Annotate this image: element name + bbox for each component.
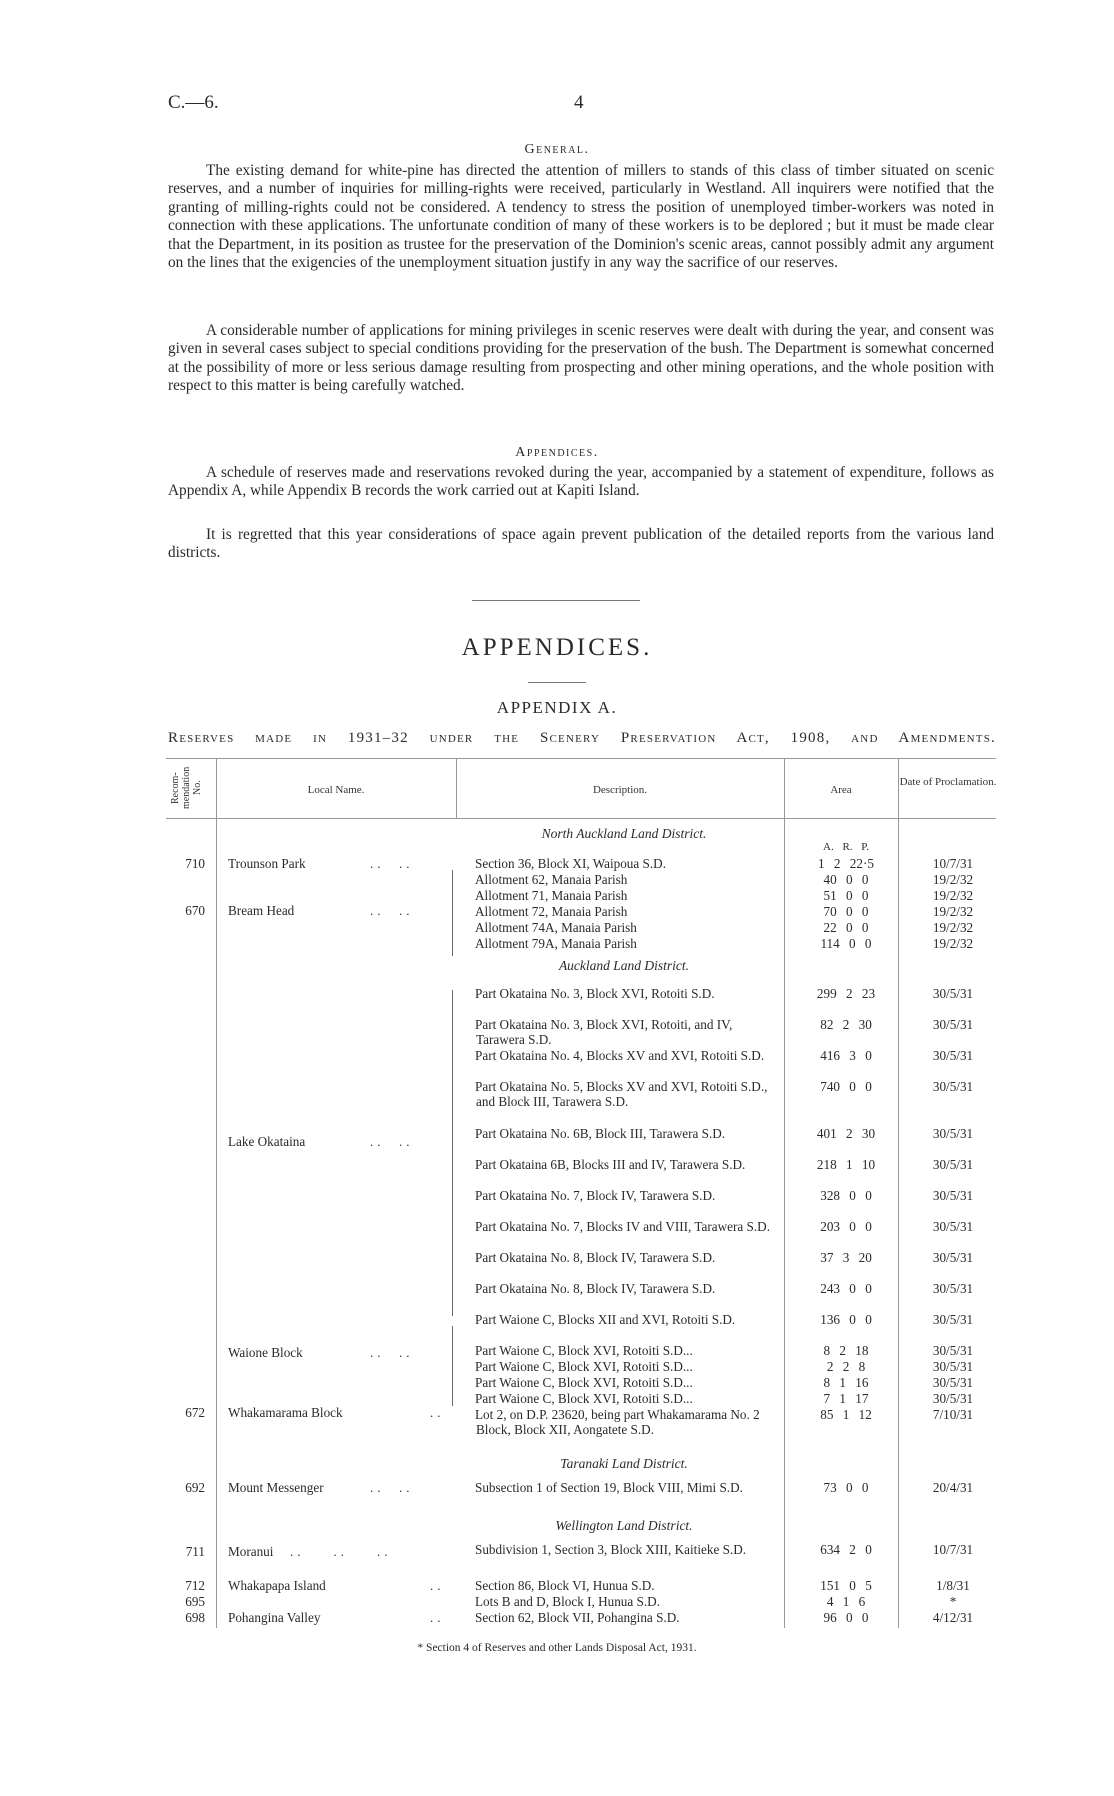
area-cell: 1 2 22·5 bbox=[818, 856, 874, 871]
description-cell: Part Okataina No. 7, Blocks IV and VIII, Tarawera S.D. bbox=[475, 1219, 770, 1234]
area-cell: 37 3 20 bbox=[820, 1250, 872, 1265]
leader-dots: .. .. bbox=[370, 1134, 414, 1149]
area-cell: 243 0 0 bbox=[820, 1281, 872, 1296]
area-cell: 8 1 16 bbox=[823, 1375, 869, 1390]
date-cell: 19/2/32 bbox=[932, 920, 974, 935]
document-reference: C.—6. bbox=[168, 92, 219, 113]
date-cell: 30/5/31 bbox=[932, 1312, 974, 1327]
description-cell: Allotment 71, Manaia Parish bbox=[475, 888, 628, 903]
date-cell: 30/5/31 bbox=[932, 1017, 974, 1032]
description-cell: Part Okataina 6B, Blocks III and IV, Tarawera S.D. bbox=[475, 1157, 746, 1172]
area-cell: 7 1 17 bbox=[823, 1391, 869, 1406]
date-cell: 30/5/31 bbox=[932, 1375, 974, 1390]
date-cell: 19/2/32 bbox=[932, 904, 974, 919]
rec-number: 711 bbox=[185, 1544, 205, 1559]
date-cell: 10/7/31 bbox=[932, 856, 974, 871]
description-cell: Part Okataina No. 3, Block XVI, Rotoiti S.D. bbox=[475, 986, 715, 1001]
leader-dots: .. .. bbox=[370, 903, 414, 918]
local-name: Whakapapa Island bbox=[228, 1578, 326, 1593]
date-cell: 4/12/31 bbox=[932, 1610, 974, 1625]
leader-dots: .. .. bbox=[370, 1480, 414, 1495]
appendix-a-title: APPENDIX A. bbox=[496, 698, 618, 717]
header-local-name: Local Name. bbox=[307, 784, 365, 796]
column-divider bbox=[784, 758, 785, 1628]
table-footnote: * Section 4 of Reserves and other Lands Disposal Act, 1931. bbox=[417, 1642, 697, 1654]
table-title: Reserves made in 1931–32 under the Scenery Preservation Act, 1908, and Amendments. bbox=[168, 730, 996, 746]
header-recommendation: Recom-mendation No. bbox=[170, 766, 203, 810]
local-name: Pohangina Valley bbox=[228, 1610, 321, 1625]
column-divider bbox=[898, 758, 899, 1628]
table-header-rule bbox=[166, 818, 996, 819]
description-cell: Subsection 1 of Section 19, Block VIII, Mimi S.D. bbox=[475, 1480, 743, 1495]
rec-number: 712 bbox=[185, 1578, 205, 1593]
header-area: Area bbox=[830, 784, 852, 796]
appendices-paragraph-2: It is regretted that this year considerations of space again prevent publication of the detailed reports from the various land districts. bbox=[168, 526, 994, 562]
description-cell: Part Waione C, Blocks XII and XVI, Rotoiti S.D. bbox=[475, 1312, 736, 1327]
description-cell: Allotment 72, Manaia Parish bbox=[475, 904, 628, 919]
page-number: 4 bbox=[574, 92, 584, 113]
group-brace bbox=[452, 990, 459, 1316]
local-name: Waione Block bbox=[228, 1345, 303, 1360]
header-date: Date of Proclamation. bbox=[899, 776, 997, 788]
local-name: Lake Okataina bbox=[228, 1134, 306, 1149]
local-name: Bream Head bbox=[228, 903, 295, 918]
rec-number: 710 bbox=[185, 856, 205, 871]
area-cell: 299 2 23 bbox=[816, 986, 876, 1001]
area-cell: 82 2 30 bbox=[820, 1017, 872, 1032]
leader-dots: .. .. bbox=[370, 1345, 414, 1360]
area-cell: 151 0 5 bbox=[820, 1578, 872, 1593]
description-cell: Part Okataina No. 8, Block IV, Tarawera S.D. bbox=[475, 1250, 716, 1265]
area-cell: 416 3 0 bbox=[820, 1048, 872, 1063]
date-cell: 19/2/32 bbox=[932, 936, 974, 951]
description-cell: Part Waione C, Block XVI, Rotoiti S.D... bbox=[475, 1391, 693, 1406]
general-paragraph-2: A considerable number of applications for mining privileges in scenic reserves were dealt with during the year, and consent was given in several cases subject to special conditions providing for the preservation of the bush. The Department is somewhat concerned at the possibility of more or less serious damage resulting from prospecting and other mining operations, and the whole position with respect to this matter is being carefully watched. bbox=[168, 322, 994, 395]
leader-dots: .. bbox=[430, 1610, 445, 1625]
description-cell: Part Okataina No. 7, Block IV, Tarawera S.D. bbox=[475, 1188, 716, 1203]
appendices-heading: Appendices. bbox=[515, 445, 599, 460]
leader-dots: .. bbox=[430, 1578, 445, 1593]
date-cell: 20/4/31 bbox=[932, 1480, 974, 1495]
date-cell: 30/5/31 bbox=[932, 1250, 974, 1265]
general-heading: General. bbox=[524, 142, 590, 157]
area-cell: 740 0 0 bbox=[820, 1079, 872, 1094]
description-cell: Section 36, Block XI, Waipoua S.D. bbox=[475, 856, 666, 871]
area-cell: 203 0 0 bbox=[820, 1219, 872, 1234]
area-cell: 96 0 0 bbox=[823, 1610, 869, 1625]
date-cell: 30/5/31 bbox=[932, 1359, 974, 1374]
area-cell: 51 0 0 bbox=[823, 888, 869, 903]
date-cell: 30/5/31 bbox=[932, 1281, 974, 1296]
district-caption: Taranaki Land District. bbox=[560, 1456, 688, 1471]
date-cell: 30/5/31 bbox=[932, 1079, 974, 1094]
description-cell: Section 62, Block VII, Pohangina S.D. bbox=[475, 1610, 680, 1625]
description-cell: Part Okataina No. 5, Blocks XV and XVI, Rotoiti S.D., and Block III, Tarawera S.D. bbox=[475, 1079, 768, 1110]
area-cell: 70 0 0 bbox=[823, 904, 869, 919]
leader-dots: .. .. .. bbox=[290, 1544, 392, 1559]
rec-number: 672 bbox=[185, 1405, 205, 1420]
rec-number: 692 bbox=[185, 1480, 205, 1495]
area-cell: 40 0 0 bbox=[823, 872, 869, 887]
area-cell: 328 0 0 bbox=[820, 1188, 872, 1203]
description-cell: Allotment 62, Manaia Parish bbox=[475, 872, 628, 887]
description-cell: Part Waione C, Block XVI, Rotoiti S.D... bbox=[475, 1343, 693, 1358]
area-cell: 218 1 10 bbox=[816, 1157, 876, 1172]
description-cell: Lots B and D, Block I, Hunua S.D. bbox=[475, 1594, 660, 1609]
date-cell: 19/2/32 bbox=[932, 888, 974, 903]
description-cell: Subdivision 1, Section 3, Block XIII, Kaitieke S.D. bbox=[475, 1542, 747, 1557]
area-cell: 634 2 0 bbox=[820, 1542, 872, 1557]
area-cell: 114 0 0 bbox=[820, 936, 872, 951]
general-paragraph-1: The existing demand for white-pine has directed the attention of millers to stands of this class of timber situated on scenic reserves, and a number of inquiries for milling-rights were received, particularly in Westland. All inquirers were notified that the granting of milling-rights could not be considered. A tendency to stress the position of unemployed timber-workers was noted in connection with these applications. The unfortunate condition of many of these workers is to be deplored ; but it must be made clear that the Department, in its position as trustee for the preservation of the Dominion's scenic areas, cannot possibly admit any argument on the lines that the exigencies of the unemployment situation justify in any way the sacrifice of our reserves. bbox=[168, 162, 994, 272]
group-brace bbox=[452, 1326, 459, 1406]
header-description: Description. bbox=[592, 784, 648, 796]
date-cell: 10/7/31 bbox=[932, 1542, 974, 1557]
date-cell: 30/5/31 bbox=[932, 1391, 974, 1406]
date-cell: 30/5/31 bbox=[932, 986, 974, 1001]
area-cell: 73 0 0 bbox=[823, 1480, 869, 1495]
area-cell: 85 1 12 bbox=[820, 1407, 872, 1422]
description-cell: Section 86, Block VI, Hunua S.D. bbox=[475, 1578, 655, 1593]
rec-number: 695 bbox=[185, 1594, 205, 1609]
date-cell: 30/5/31 bbox=[932, 1343, 974, 1358]
description-cell: Allotment 79A, Manaia Parish bbox=[475, 936, 637, 951]
rec-number: 698 bbox=[185, 1610, 205, 1625]
local-name: Mount Messenger bbox=[228, 1480, 324, 1495]
title-divider bbox=[528, 682, 586, 683]
area-cell: 4 1 6 bbox=[826, 1594, 866, 1609]
column-divider bbox=[216, 758, 217, 1628]
area-units: A. R. P. bbox=[823, 841, 869, 853]
leader-dots: .. .. bbox=[370, 856, 414, 871]
date-cell: * bbox=[949, 1594, 957, 1609]
local-name: Moranui bbox=[228, 1544, 274, 1559]
date-cell: 30/5/31 bbox=[932, 1126, 974, 1141]
area-cell: 401 2 30 bbox=[816, 1126, 876, 1141]
local-name: Trounson Park bbox=[228, 856, 306, 871]
date-cell: 30/5/31 bbox=[932, 1157, 974, 1172]
local-name: Whakamarama Block bbox=[228, 1405, 343, 1420]
leader-dots: .. bbox=[430, 1405, 445, 1420]
appendices-paragraph-1: A schedule of reserves made and reservations revoked during the year, accompanied by a statement of expenditure, follows as Appendix A, while Appendix B records the work carried out at Kapiti Island. bbox=[168, 464, 994, 500]
district-caption: North Auckland Land District. bbox=[541, 826, 707, 841]
date-cell: 1/8/31 bbox=[936, 1578, 970, 1593]
description-cell: Part Okataina No. 4, Blocks XV and XVI, Rotoiti S.D. bbox=[475, 1048, 765, 1063]
description-cell: Lot 2, on D.P. 23620, being part Whakamarama No. 2 Block, Block XII, Aongatete S.D. bbox=[475, 1407, 760, 1438]
description-cell: Part Okataina No. 6B, Block III, Tarawera S.D. bbox=[475, 1126, 726, 1141]
date-cell: 7/10/31 bbox=[932, 1407, 974, 1422]
district-caption: Wellington Land District. bbox=[555, 1518, 693, 1533]
date-cell: 30/5/31 bbox=[932, 1219, 974, 1234]
district-caption: Auckland Land District. bbox=[558, 958, 690, 973]
description-cell: Part Okataina No. 3, Block XVI, Rotoiti, and IV, Tarawera S.D. bbox=[475, 1017, 733, 1048]
area-cell: 2 2 8 bbox=[826, 1359, 866, 1374]
date-cell: 30/5/31 bbox=[932, 1048, 974, 1063]
appendices-title: APPENDICES. bbox=[461, 634, 653, 661]
description-cell: Part Waione C, Block XVI, Rotoiti S.D... bbox=[475, 1375, 693, 1390]
date-cell: 30/5/31 bbox=[932, 1188, 974, 1203]
area-cell: 22 0 0 bbox=[823, 920, 869, 935]
area-cell: 8 2 18 bbox=[823, 1343, 869, 1358]
description-cell: Allotment 74A, Manaia Parish bbox=[475, 920, 637, 935]
table-top-rule bbox=[166, 758, 996, 759]
rec-number: 670 bbox=[185, 903, 205, 918]
area-cell: 136 0 0 bbox=[820, 1312, 872, 1327]
description-cell: Part Okataina No. 8, Block IV, Tarawera S.D. bbox=[475, 1281, 716, 1296]
date-cell: 19/2/32 bbox=[932, 872, 974, 887]
description-cell: Part Waione C, Block XVI, Rotoiti S.D... bbox=[475, 1359, 693, 1374]
section-divider bbox=[472, 600, 640, 601]
group-brace bbox=[452, 870, 459, 956]
